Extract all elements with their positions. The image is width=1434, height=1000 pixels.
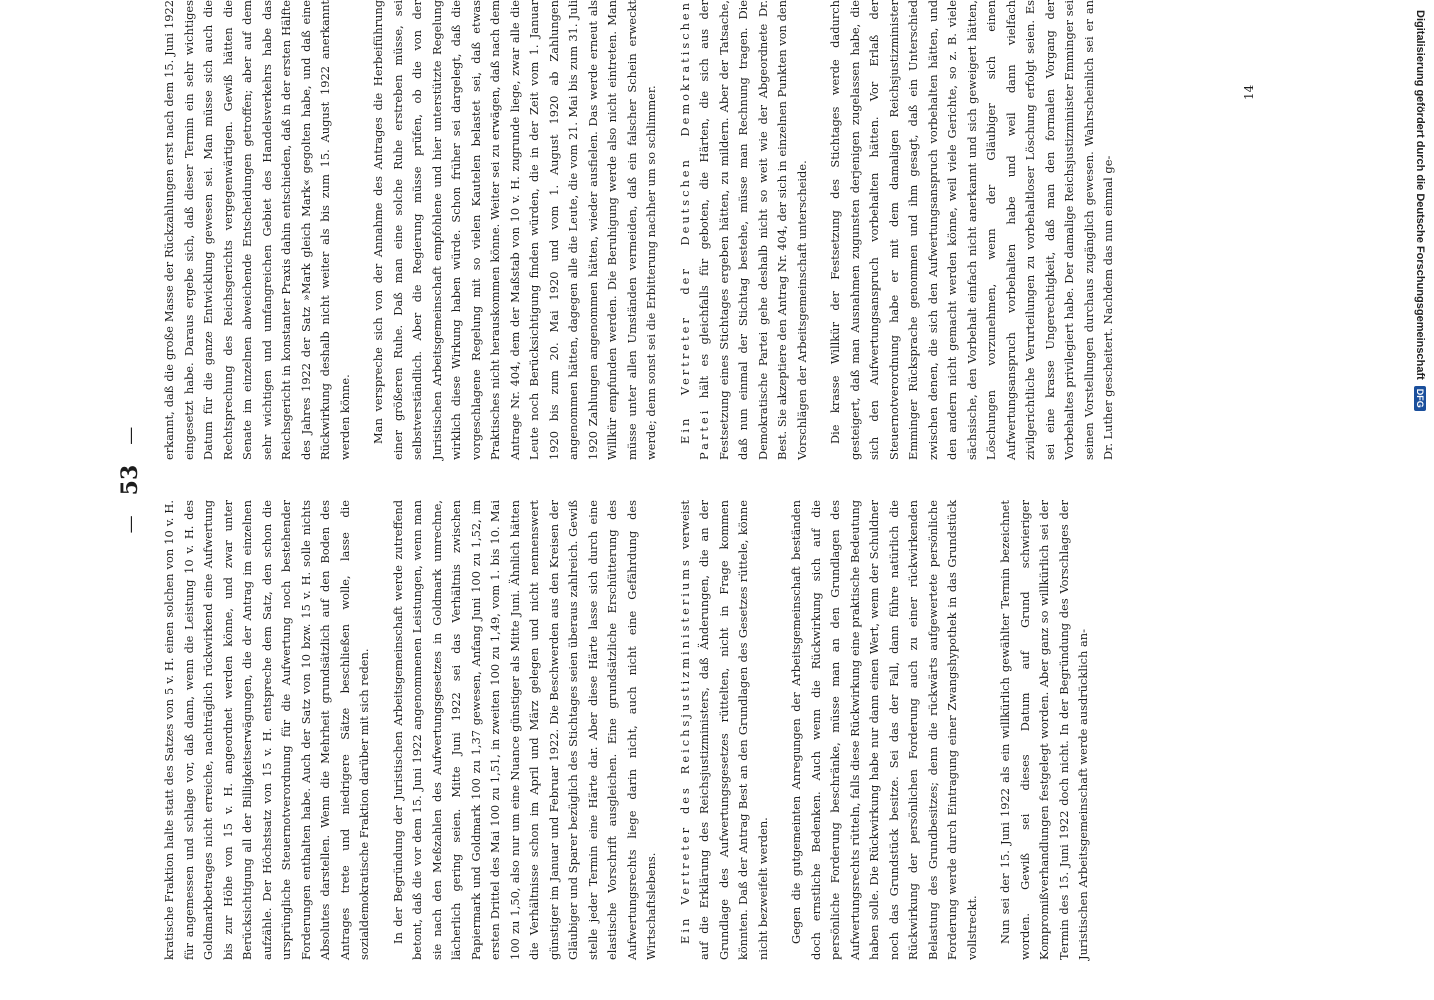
page-number: 53 xyxy=(117,464,143,496)
header-dash-left: — xyxy=(119,515,141,534)
header-dash-right: — xyxy=(119,426,141,445)
right-column xyxy=(160,0,1133,460)
left-paragraph-3-body: verweist auf die Erklärung des Reichsjustizministers, daß Änderungen, die an der Grundlage des Aufwertungsgesetzes rüttelten, nicht in Frage kommen könnten. Daß der Antrag Best an den Grundlagen des Gesetzes rüttele, könne nicht bezweifelt werden. xyxy=(677,500,770,960)
signature-number: 14 xyxy=(1242,84,1256,100)
left-paragraph-5: Nun sei der 15. Juni 1922 als ein willkürlich gewählter Termin bezeichnet worden. Gewiß sei dieses Datum auf Grund schwieriger Kompromißverhandlungen festgelegt worden. Aber ganz so willkürlich sei der Termin des 15. Juni 1922 doch nicht. In der Begründung des Vorschlages der Juristischen Arbeitsgemeinschaft werde ausdrücklich an- xyxy=(998,500,1090,960)
right-paragraph-1: erkannt, daß die große Masse der Rückzahlungen erst nach dem 15. Juni 1922 eingesetzt habe. Daraus ergebe sich, daß dieser Termin ein sehr wichtiges Datum für die ganze Entwicklung gewesen sei. Man müsse sich auch die Rechtsprechung des Reichsgerichts vergegenwärtigen. Gewiß hätten die Senate im einzelnen abweichende Entscheidungen getroffen; aber auf dem sehr wichtigen und umfangreichen Gebiet des Handelsverkehrs habe das Reichsgericht in konstanter Praxis dahin entschieden, daß in der ersten Hälfte des Jahres 1922 der Satz »Mark gleich Mark« gegolten habe, und daß eine Rückwirkung deshalb nicht weiter als bis zum 15. August 1922 anerkannt werden könne. xyxy=(162,0,352,460)
right-paragraph-3-body: hält es gleichfalls für geboten, die Härten, die sich aus der Festsetzung eines Stichtages ergeben hätten, zu mildern. Aber der Tatsache, daß nun einmal der Stichtag bestehe, müsse man Rechnung tragen. Die Demokratische Partei gehe deshalb nicht so weit wie der Abgeordnete Dr. Best. Sie akzeptiere den Antrag Nr. 404, der sich in einzelnen Punkten von den Vorschlägen der Arbeitsgemeinschaft unterscheide. xyxy=(697,0,809,460)
right-paragraph-4: Die krasse Willkür der Festsetzung des Stichtages werde dadurch gesteigert, daß man Ausnahmen zugunsten derjenigen zugelassen habe, die sich den Aufwertungsanspruch vorbehalten hätten. Vor Erlaß der Steuernotverordnung habe er mit dem damaligen Reichsjustizminister Emminger Rücksprache genommen und ihm gesagt, daß ein Unterschied zwischen denen, die sich den Aufwertungsanspruch vorbehalten hätten, und den andern nicht gemacht werden könne, weil viele Gerichte, so z. B. viele sächsische, den Vorbehalt einfach nicht anerkannt und sich geweigert hätten, Löschungen vorzunehmen, wenn der Gläubiger sich einen Aufwertungsanspruch vorbehalten habe und weil dann vielfach zivilgerichtliche Verurteilungen zu vorbehaltloser Löschung erfolgt seien. Es sei eine krasse Ungerechtigkeit, daß man den formalen Vorgang der Vorbehaltes privilegiert habe. Der damalige Reichsjustizminister Emminger sei seinen Vorstellungen durchaus zugänglich gewesen. Wahrscheinlich sei er an Dr. Luther gescheitert. Nachdem das nun einmal ge- xyxy=(828,0,1115,460)
document-page xyxy=(110,0,1290,960)
digitization-text: Digitalisierung gefördert durch die Deutsche Forschungsgemeinschaft xyxy=(1414,10,1426,380)
digitization-note xyxy=(1412,10,1428,990)
left-paragraph-3 xyxy=(676,500,774,960)
left-column xyxy=(160,500,1108,960)
left-paragraph-4: Gegen die gutgemeinten Anregungen der Arbeitsgemeinschaft beständen doch ernstliche Bedenken. Auch wenn die Rückwirkung sich auf die persönliche Forderung beschränke, müsse man an den Grundlagen des Aufwertungsrechts rütteln, falls diese Rückwirkung eine praktische Bedeutung haben solle. Die Rückwirkung habe nur dann einen Wert, wenn der Schuldner noch das Grundstück besitze. Sei das der Fall, dann führe natürlich die Rückwirkung der persönlichen Forderung auch zu einer rückwirkenden Belastung des Grundbesitzes; denn die rückwärts aufgewertete persönliche Forderung werde durch Eintragung einer Zwangshypothek in das Grundstück vollstreckt. xyxy=(789,500,979,960)
right-paragraph-3 xyxy=(676,0,813,460)
left-paragraph-2: In der Begründung der Juristischen Arbeitsgemeinschaft werde zutreffend betont, daß die vor dem 15. Juni 1922 angenommenen Leistungen, wenn man sie nach den Meßzahlen des Aufwertungsgesetzes in Goldmark umrechne, lächerlich gering seien. Mitte Juni 1922 sei das Verhältnis zwischen Papiermark und Goldmark 100 zu 1,37 gewesen, Anfang Juni 100 zu 1,52, im ersten Drittel des Mai 100 zu 1,51, in zweiten 100 zu 1,49, vom 1. bis 10. Mai 100 zu 1,50, also nur um eine Nuance günstiger als Mitte Juni. Ähnlich hätten die Verhältnisse schon im April und März gelegen und nicht nennenswert günstiger im Januar und Februar 1922. Die Beschwerden aus den Kreisen der Gläubiger und Sparer bezüglich des Stichtages seien überaus zahlreich. Gewiß stelle jeder Termin eine Härte dar. Aber diese Härte lasse sich durch eine elastische Vorschrift ausgleichen. Eine grundsätzliche Erschütterung des Aufwertungsrechts liege darin nicht, auch nicht eine Gefährdung des Wirtschaftslebens. xyxy=(390,500,658,960)
speaker-lead: Ein Vertreter der Deutschen Demokratischen Partei xyxy=(677,0,711,460)
dfg-logo: DFG xyxy=(1414,386,1426,411)
speaker-lead: Ein Vertreter des Reichsjustizministeriums xyxy=(677,557,692,944)
right-paragraph-2: Man verspreche sich von der Annahme des Antrages die Herbeiführung einer größeren Ruhe. Daß man eine solche Ruhe erstreben müsse, sei selbstverständlich. Aber die Regierung müsse prüfen, ob die von der Juristischen Arbeitsgemeinschaft empfohlene und hier unterstützte Regelung wirklich diese Wirkung haben würde. Schon früher sei dargelegt, daß die vorgeschlagene Regelung mit so vielen Kautelen belastet sei, daß etwas Praktisches nicht herauskommen könne. Weiter sei zu erwägen, daß nach dem Antrage Nr. 404, dem der Maßstab von 10 v. H. zugrunde liege, zwar alle die Leute noch Berücksichtigung finden würden, die in der Zeit vom 1. Januar 1920 bis zum 20. Mai 1920 und vom 1. August 1920 ab Zahlungen angenommen hätten, dagegen alle die Leute, die vom 21. Mai bis zum 31. Juli 1920 Zahlungen angenommen hätten, wieder ausfielen. Das werde erneut als Willkür empfunden werden. Die Beruhigung werde also nicht eintreten. Man müsse unter allen Umständen vermeiden, daß ein falscher Schein erweckt werde; denn sonst sei die Erbitterung nachher um so schlimmer. xyxy=(371,0,658,460)
page-header xyxy=(110,0,150,960)
left-paragraph-1: kratische Fraktion halte statt des Satzes von 5 v. H. einen solchen von 10 v. H. für angemessen und schlage vor, daß dann, wenn die Leistung 10 v. H. des Goldmarkbetrages nicht erreiche, nachträglich rückwirkend eine Aufwertung bis zur Höhe von 15 v. H. angeordnet werden könne, und zwar unter Berücksichtigung all der Billigkeitserwägungen, die der Antrag im einzelnen aufzähle. Der Höchstsatz von 15 v. H. entspreche dem Satz, den schon die ursprüngliche Steuernotverordnung für die Aufwertung noch bestehender Forderungen enthalten habe. Auch der Satz von 10 bzw. 15 v. H. solle nichts Absolutes darstellen. Wenn die Mehrheit grundsätzlich auf den Boden des Antrages trete und niedrigere Sätze beschließen wolle, lasse die sozialdemokratische Fraktion darüber mit sich reden. xyxy=(162,500,371,960)
